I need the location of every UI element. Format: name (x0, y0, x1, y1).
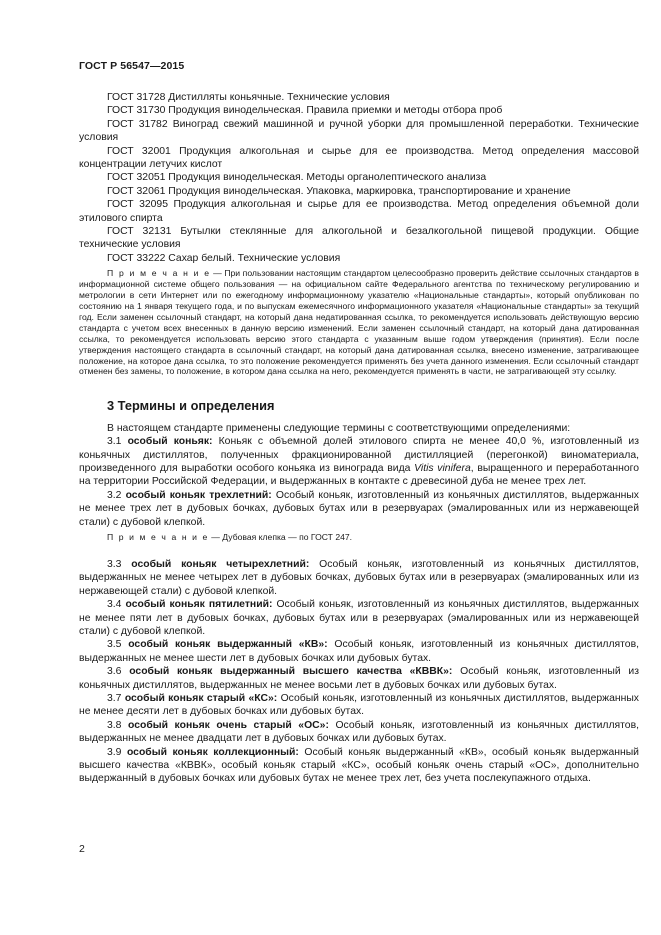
note-references (79, 268, 639, 377)
note-oak-stave (79, 532, 639, 543)
term-3-8 (79, 719, 639, 746)
reference-item: ГОСТ 33222 Сахар белый. Технические условия (107, 252, 341, 264)
term-definition: Особый коньяк, изготовленный из коньячных дистиллятов, выдержанных не менее десяти лет в дубовых бочках или дубовых бутах. (79, 692, 639, 718)
term-3-5 (79, 638, 639, 665)
reference-item: ГОСТ 32061 Продукция винодельческая. Упаковка, маркировка, транспортирование и хранение (107, 185, 571, 197)
reference-item: ГОСТ 32051 Продукция винодельческая. Методы органолептического анализа (107, 172, 487, 184)
reference-item: ГОСТ 32131 Бутылки стеклянные для алкогольной и безалкогольной пищевой продукции. Общие технические условия (79, 226, 639, 251)
document-header: ГОСТ Р 56547—2015 (79, 60, 185, 72)
term-number: 3.5 (107, 639, 129, 651)
term-number: 3.2 (107, 489, 126, 501)
reference-item: ГОСТ 32095 Продукция алкогольная и сырье для ее производства. Метод определения объемной доли этилового спирта (79, 199, 639, 224)
term-definition: Особый коньяк, изготовленный из коньячных дистиллятов, выдержанных не менее восьми лет в дубовых бочках или дубовых бутах. (79, 666, 639, 691)
term-definition: Коньяк с объемной долей этилового спирта не менее 40,0 %, изготовленный из коньячных дистиллятов, полученных фракционированной дистилляцией (перегонкой) виноматериала, произведенного для выработки особого коньяка из винограда вида (79, 436, 639, 474)
reference-item: ГОСТ 31730 Продукция винодельческая. Правила приемки и методы отбора проб (107, 105, 503, 117)
term-3-6 (79, 665, 639, 692)
reference-item: ГОСТ 31728 Дистилляты коньячные. Технические условия (107, 92, 390, 103)
term-definition: Особый коньяк, изготовленный из коньячных дистиллятов, выдержанных не менее четырех лет в дубовых бочках, дубовых бутах или в резервуарах (эмалированных или из нержавеющей стали) с дубовой клепкой. (79, 558, 639, 597)
reference-item: ГОСТ 31782 Виноград свежий машинной и ручной уборки для промышленной переработки. Технические условия (79, 118, 639, 144)
term-name: особый коньяк: (127, 436, 213, 448)
term-definition: Особый коньяк, изготовленный из коньячных дистиллятов, выдержанных не менее двадцати лет в дубовых бочках или дубовых бутах. (79, 719, 639, 745)
term-definition: Особый коньяк выдержанный «КВ», особый коньяк выдержанный высшего качества «КВВК», особый коньяк старый «КС», особый коньяк очень старый «ОС», дополнительно выдержанный в дубовых бочках или дубовых бутах не менее трех лет, без учета послекупажного отдыха. (79, 746, 639, 785)
term-definition: Особый коньяк, изготовленный из коньячных дистиллятов, выдержанных не менее трех лет в дубовых бочках, дубовых бутах или в резервуарах (эмалированных или из нержавеющей стали) с дубовой клепкой. (79, 489, 639, 528)
term-name: особый коньяк четырехлетний: (131, 558, 310, 570)
term-3-9 (79, 746, 639, 786)
note-label: П р и м е ч а н и е (107, 268, 211, 279)
term-3-3 (79, 558, 639, 598)
section-title: 3 Термины и определения (107, 398, 275, 414)
note-label: П р и м е ч а н и е (107, 532, 209, 542)
term-3-7 (79, 692, 639, 719)
note-text: — Дубовая клепка — по ГОСТ 247. (208, 532, 353, 542)
reference-item: ГОСТ 32001 Продукция алкогольная и сырье для ее производства. Метод определения массовой концентрации летучих кислот (79, 145, 639, 171)
term-number: 3.7 (107, 692, 125, 704)
term-3-1 (79, 435, 639, 489)
term-number: 3.1 (107, 436, 128, 448)
term-definition: Особый коньяк, изготовленный из коньячных дистиллятов, выдержанных не менее пяти лет в дубовых бочках, дубовых бутах или в резервуарах (эмалированных или из нержавеющей стали) с дубовой клепкой. (79, 599, 639, 637)
term-name: особый коньяк очень старый «ОС»: (127, 719, 329, 731)
note-text: — При пользовании настоящим стандартом целесообразно проверить действие ссылочных стандартов в информационной системе общего пользования — на официальном сайте Федерального агентства по техническому регулированию и метрологии в сети Интернет или по ежегодному информационному указателю «Национальные стандарты», который опубликован по состоянию на 1 января текущего года, и по выпускам ежемесячного информационного указателя «Национальные стандарты» за текущий год. Если заменен ссылочный стандарт, на который дана недатированная ссылка, то рекомендуется использовать действующую версию стандарта с учетом всех внесенных в данную версию изменений. Если заменен ссылочный стандарт, на который дана датированная ссылка, то рекомендуется использовать версию этого стандарта с указанным выше годом утверждения (принятия). Если после утверждения настоящего стандарта в ссылочный стандарт, на который дана датированная ссылка, внесено изменение, затрагивающее положение, на которое дана ссылка, то это положение рекомендуется применять без учета данного изменения. Если ссылочный стандарт отменен без замены, то положение, в котором дана ссылка на него, рекомендуется применять в части, не затрагивающей эту ссылку. (79, 268, 639, 377)
term-name: особый коньяк трехлетний: (125, 489, 272, 501)
term-number: 3.9 (107, 746, 127, 758)
term-name: особый коньяк выдержанный высшего качества «КВВК»: (129, 666, 453, 678)
term-name: особый коньяк коллекционный: (126, 746, 299, 758)
term-name: особый коньяк выдержанный «КВ»: (128, 639, 328, 651)
term-3-4 (79, 598, 639, 638)
term-number: 3.3 (107, 558, 132, 570)
term-name: особый коньяк старый «КС»: (124, 692, 278, 704)
term-definition: Особый коньяк, изготовленный из коньячных дистиллятов, выдержанных не менее шести лет в дубовых бочках или дубовых бутах. (79, 639, 639, 664)
term-number: 3.8 (107, 719, 128, 731)
term-definition: , выращенного и переработанного на территории Российской Федерации, и выдержанных в контакте с древесиной дуба не менее трех лет. (79, 462, 639, 488)
term-number: 3.4 (107, 599, 126, 611)
term-number: 3.6 (107, 666, 130, 678)
term-species: Vitis vinifera (414, 462, 471, 474)
document-body (79, 91, 639, 786)
page-number: 2 (79, 843, 85, 855)
section-intro: В настоящем стандарте применены следующие термины с соответствующими определениями: (107, 422, 571, 434)
term-name: особый коньяк пятилетний: (125, 599, 273, 611)
term-3-2 (79, 489, 639, 529)
